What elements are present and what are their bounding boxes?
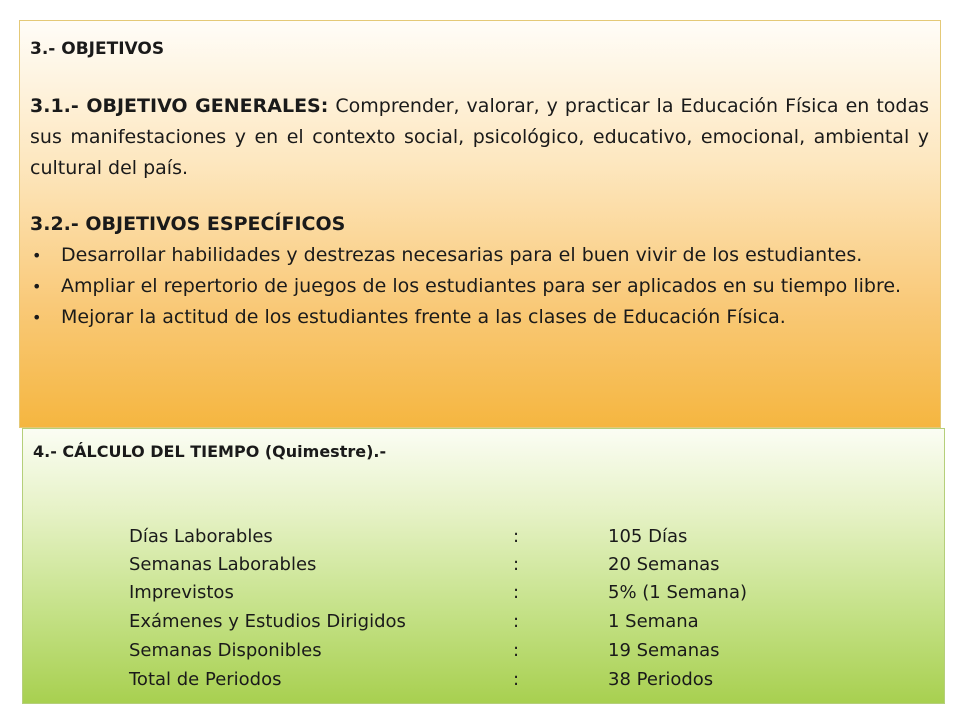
time-calculation-heading: 4.- CÁLCULO DEL TIEMPO (Quimestre).-: [33, 442, 387, 461]
row-value: 19 Semanas: [608, 640, 720, 661]
list-item: • Mejorar la actitud de los estudiantes frente a las clases de Educación Física.: [30, 302, 929, 333]
row-label: Total de Periodos: [129, 669, 282, 690]
row-separator: :: [513, 640, 520, 661]
general-objective-paragraph: [30, 91, 929, 184]
row-separator: :: [513, 669, 520, 690]
row-value: 5% (1 Semana): [608, 582, 747, 603]
bullet-icon: •: [32, 308, 42, 327]
row-value: 1 Semana: [608, 611, 699, 632]
list-item: • Desarrollar habilidades y destrezas necesarias para el buen vivir de los estudiantes.: [30, 240, 929, 271]
row-label: Semanas Laborables: [129, 554, 317, 575]
row-label: Días Laborables: [129, 526, 273, 547]
list-item: • Ampliar el repertorio de juegos de los estudiantes para ser aplicados en su tiempo libre.: [30, 271, 929, 302]
row-value: 20 Semanas: [608, 554, 720, 575]
specific-objectives-heading: 3.2.- OBJETIVOS ESPECÍFICOS: [30, 213, 346, 235]
row-separator: :: [513, 582, 520, 603]
general-objective-label: 3.1.- OBJETIVO GENERALES:: [30, 95, 329, 117]
row-label: Imprevistos: [129, 582, 234, 603]
row-label: Semanas Disponibles: [129, 640, 322, 661]
bullet-icon: •: [32, 277, 42, 296]
specific-objectives-list: [30, 240, 929, 333]
bullet-icon: •: [32, 246, 42, 265]
row-separator: :: [513, 611, 520, 632]
objectives-box: [19, 20, 941, 428]
general-objective-text: Comprender, valorar, y practicar la Educación Física en todas sus manifestaciones y en el contexto social, psicológico, educativo, emocional, ambiental y cultural del país.: [30, 95, 929, 179]
row-label: Exámenes y Estudios Dirigidos: [129, 611, 406, 632]
time-calculation-box: [22, 428, 945, 704]
row-separator: :: [513, 554, 520, 575]
row-separator: :: [513, 526, 520, 547]
objectives-heading: 3.- OBJETIVOS: [30, 39, 165, 59]
row-value: 38 Periodos: [608, 669, 714, 690]
row-value: 105 Días: [608, 526, 688, 547]
